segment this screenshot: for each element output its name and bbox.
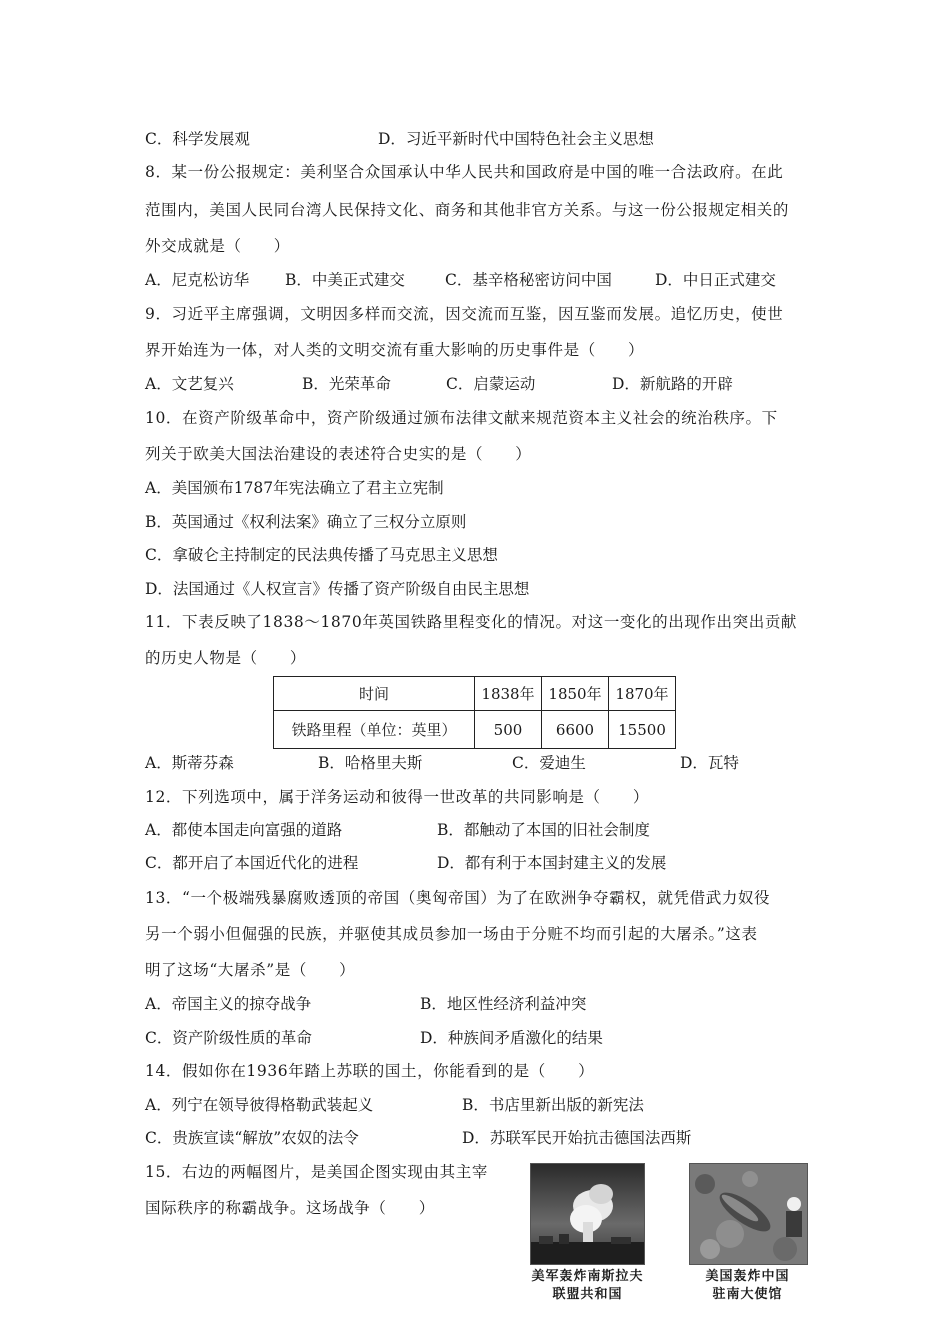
- q13-line-3: 明了这场“大屠杀”是（ ）: [145, 961, 356, 979]
- table-cell: 15500: [609, 711, 676, 749]
- railway-mileage-table: [273, 676, 676, 749]
- photo-caption-2-line-1: 美国轰炸中国: [705, 1269, 790, 1284]
- q11-option-d: D．瓦特: [680, 754, 739, 772]
- q11-line-2: 的历史人物是（ ）: [145, 649, 307, 667]
- q10-line-1: 10．在资产阶级革命中，资产阶级通过颁布法律文献来规范资本主义社会的统治秩序。下: [145, 409, 778, 427]
- q8-option-d: D．中日正式建交: [655, 271, 776, 289]
- table-header-cell: 1850年: [542, 677, 609, 711]
- q8-option-b: B．中美正式建交: [285, 271, 405, 289]
- photo-caption-2-line-2: 驻南大使馆: [712, 1287, 783, 1302]
- q12-line-1: 12．下列选项中，属于洋务运动和彼得一世改革的共同影响是（ ）: [145, 788, 649, 806]
- photo-caption-1-line-2: 联盟共和国: [552, 1287, 623, 1302]
- embassy-bombing-photo: [689, 1163, 808, 1265]
- q7-option-d: D．习近平新时代中国特色社会主义思想: [378, 130, 654, 148]
- q9-option-a: A．文艺复兴: [145, 375, 234, 393]
- photo-caption-1-line-1: 美军轰炸南斯拉夫: [531, 1269, 644, 1284]
- q15-line-1: 15．右边的两幅图片，是美国企图实现由其主宰: [145, 1163, 488, 1181]
- table-cell: 铁路里程（单位：英里）: [274, 711, 475, 749]
- q9-line-1: 9．习近平主席强调，文明因多样而交流，因交流而互鉴，因互鉴而发展。追忆历史，使世: [145, 305, 784, 323]
- q11-option-b: B．哈格里夫斯: [318, 754, 423, 772]
- q14-option-c: C．贵族宣读“解放”农奴的法令: [145, 1129, 359, 1147]
- table-cell: 500: [475, 711, 542, 749]
- q13-option-a: A．帝国主义的掠夺战争: [145, 995, 312, 1013]
- q7-option-c: C．科学发展观: [145, 130, 250, 148]
- q13-option-c: C．资产阶级性质的革命: [145, 1029, 312, 1047]
- q10-option-a: A．美国颁布1787年宪法确立了君主立宪制: [145, 479, 444, 497]
- q12-option-a: A．都使本国走向富强的道路: [145, 821, 343, 839]
- q12-option-d: D．都有利于本国封建主义的发展: [437, 854, 667, 872]
- photo-caption-2: [680, 1268, 815, 1304]
- table-header-cell: 1838年: [475, 677, 542, 711]
- q9-option-c: C．启蒙运动: [446, 375, 536, 393]
- photo-caption-1: [520, 1268, 655, 1304]
- q10-line-2: 列关于欧美大国法治建设的表述符合史实的是（ ）: [145, 445, 532, 463]
- q14-option-a: A．列宁在领导彼得格勒武装起义: [145, 1096, 374, 1114]
- q9-option-d: D．新航路的开辟: [612, 375, 733, 393]
- q12-option-b: B．都触动了本国的旧社会制度: [437, 821, 650, 839]
- q14-option-b: B．书店里新出版的新宪法: [462, 1096, 644, 1114]
- bombing-yugoslavia-photo: [530, 1163, 645, 1265]
- q9-option-b: B．光荣革命: [302, 375, 391, 393]
- q15-line-2: 国际秩序的称霸战争。这场战争（ ）: [145, 1199, 435, 1217]
- q14-line-1: 14．假如你在1936年踏上苏联的国土，你能看到的是（ ）: [145, 1062, 595, 1080]
- q13-line-1: 13．“一个极端残暴腐败透顶的帝国（奥匈帝国）为了在欧洲争夺霸权，就凭借武力奴役: [145, 889, 771, 907]
- q8-option-a: A．尼克松访华: [145, 271, 250, 289]
- q12-option-c: C．都开启了本国近代化的进程: [145, 854, 359, 872]
- q9-line-2: 界开始连为一体，对人类的文明交流有重大影响的历史事件是（ ）: [145, 341, 645, 359]
- q14-option-d: D．苏联军民开始抗击德国法西斯: [462, 1129, 692, 1147]
- q10-option-b: B．英国通过《权利法案》确立了三权分立原则: [145, 513, 467, 531]
- table-header-cell: 1870年: [609, 677, 676, 711]
- q13-option-d: D．种族间矛盾激化的结果: [420, 1029, 603, 1047]
- q13-line-2: 另一个弱小但倔强的民族，并驱使其成员参加一场由于分赃不均而引起的大屠杀。”这表: [145, 925, 758, 943]
- q10-option-d: D．法国通过《人权宣言》传播了资产阶级自由民主思想: [145, 580, 530, 598]
- table-cell: 6600: [542, 711, 609, 749]
- q8-line-2: 范围内，美国人民同台湾人民保持文化、商务和其他非官方关系。与这一份公报规定相关的: [145, 201, 790, 219]
- q11-line-1: 11．下表反映了1838～1870年英国铁路里程变化的情况。对这一变化的出现作出突出贡献: [145, 613, 798, 631]
- table-header-cell: 时间: [274, 677, 475, 711]
- table-row: [274, 711, 676, 749]
- q13-option-b: B．地区性经济利益冲突: [420, 995, 587, 1013]
- q11-option-c: C．爱迪生: [512, 754, 586, 772]
- q10-option-c: C．拿破仑主持制定的民法典传播了马克思主义思想: [145, 546, 498, 564]
- q8-option-c: C．基辛格秘密访问中国: [445, 271, 612, 289]
- q11-option-a: A．斯蒂芬森: [145, 754, 234, 772]
- q8-line-3: 外交成就是（ ）: [145, 237, 290, 255]
- q8-line-1: 8．某一份公报规定：美利坚合众国承认中华人民共和国政府是中国的唯一合法政府。在此: [145, 163, 784, 181]
- table-header-row: [274, 677, 676, 711]
